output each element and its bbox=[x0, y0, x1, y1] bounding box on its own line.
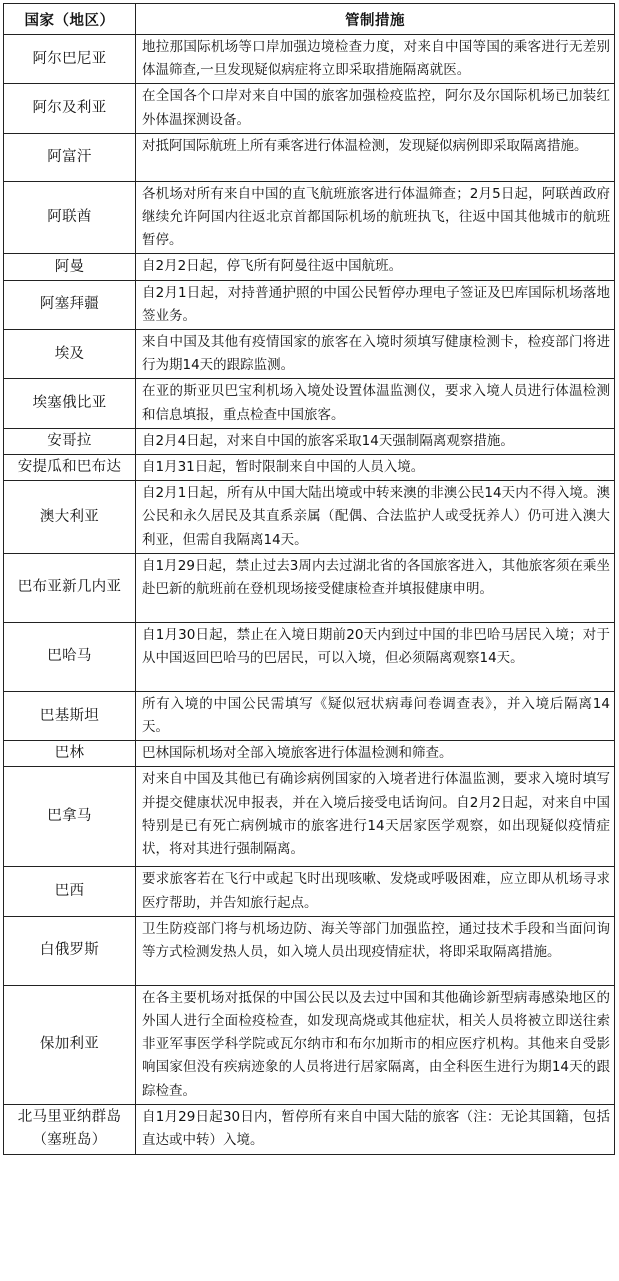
measure-cell: 自1月29日起30日内，暂停所有来自中国大陆的旅客（注：无论其国籍，包括直达或中转）入境。 bbox=[136, 1104, 615, 1154]
measure-cell: 在亚的斯亚贝巴宝利机场入境处设置体温监测仪，要求入境人员进行体温检测和信息填报，重点检查中国旅客。 bbox=[136, 379, 615, 428]
country-cell: 阿塞拜疆 bbox=[4, 280, 136, 329]
measure-cell: 对抵阿国际航班上所有乘客进行体温检测，发现疑似病例即采取隔离措施。 bbox=[136, 133, 615, 181]
table-row bbox=[4, 181, 615, 254]
measure-cell: 自1月29日起，禁止过去3周内去过湖北省的各国旅客进入，其他旅客须在乘坐赴巴新的航班前在登机现场接受健康检查并填报健康申明。 bbox=[136, 553, 615, 622]
measure-cell: 对来自中国及其他已有确诊病例国家的入境者进行体温监测，要求入境时填写并提交健康状况申报表，并在入境后接受电话询问。自2月2日起，对来自中国特别是已有死亡病例城市的旅客进行14天居家医学观察，如出现疑似疫情症状，将对其进行强制隔离。 bbox=[136, 767, 615, 867]
table-row bbox=[4, 867, 615, 916]
measure-cell: 各机场对所有来自中国的直飞航班旅客进行体温筛查；2月5日起，阿联酋政府继续允许阿国内往返北京首都国际机场的航班执飞，往返中国其他城市的航班暂停。 bbox=[136, 181, 615, 254]
table-row bbox=[4, 84, 615, 133]
country-cell: 阿尔巴尼亚 bbox=[4, 35, 136, 84]
measure-cell: 自1月30日起，禁止在入境日期前20天内到过中国的非巴哈马居民入境；对于从中国返回巴哈马的巴居民，可以入境，但必须隔离观察14天。 bbox=[136, 622, 615, 691]
country-cell: 安提瓜和巴布达 bbox=[4, 455, 136, 481]
country-cell: 北马里亚纳群岛（塞班岛） bbox=[4, 1104, 136, 1154]
table-row bbox=[4, 254, 615, 280]
table-row bbox=[4, 916, 615, 985]
table-row bbox=[4, 481, 615, 554]
table-row bbox=[4, 455, 615, 481]
table-row bbox=[4, 330, 615, 379]
table-row bbox=[4, 767, 615, 867]
measure-cell: 要求旅客若在飞行中或起飞时出现咳嗽、发烧或呼吸困难，应立即从机场寻求医疗帮助，并告知旅行起点。 bbox=[136, 867, 615, 916]
table-row bbox=[4, 379, 615, 428]
control-measures-table bbox=[3, 3, 615, 1155]
country-cell: 保加利亚 bbox=[4, 985, 136, 1104]
table-header-row bbox=[4, 4, 615, 35]
table-row bbox=[4, 622, 615, 691]
measure-cell: 自2月1日起，对持普通护照的中国公民暂停办理电子签证及巴库国际机场落地签业务。 bbox=[136, 280, 615, 329]
table-row bbox=[4, 35, 615, 84]
country-cell: 安哥拉 bbox=[4, 428, 136, 454]
measure-cell: 自2月1日起，所有从中国大陆出境或中转来澳的非澳公民14天内不得入境。澳公民和永久居民及其直系亲属（配偶、合法监护人或受抚养人）仍可进入澳大利亚，但需自我隔离14天。 bbox=[136, 481, 615, 554]
country-column-header: 国家（地区） bbox=[4, 4, 136, 35]
measure-cell: 巴林国际机场对全部入境旅客进行体温检测和筛查。 bbox=[136, 741, 615, 767]
country-cell: 阿尔及利亚 bbox=[4, 84, 136, 133]
table-row bbox=[4, 133, 615, 181]
measure-cell: 自2月2日起，停飞所有阿曼往返中国航班。 bbox=[136, 254, 615, 280]
table-row bbox=[4, 1104, 615, 1154]
country-cell: 阿富汗 bbox=[4, 133, 136, 181]
measure-cell: 自1月31日起，暂时限制来自中国的人员入境。 bbox=[136, 455, 615, 481]
measure-cell: 在全国各个口岸对来自中国的旅客加强检疫监控，阿尔及尔国际机场已加装红外体温探测设备。 bbox=[136, 84, 615, 133]
measure-cell: 来自中国及其他有疫情国家的旅客在入境时须填写健康检测卡，检疫部门将进行为期14天的跟踪监测。 bbox=[136, 330, 615, 379]
country-cell: 阿曼 bbox=[4, 254, 136, 280]
table-row bbox=[4, 985, 615, 1104]
measure-cell: 在各主要机场对抵保的中国公民以及去过中国和其他确诊新型病毒感染地区的外国人进行全面检疫检查，如发现高烧或其他症状，相关人员将被立即送往索非亚军事医学科学院或瓦尔纳市和布尔加斯市的相应医疗机构。其他来自受影响国家但没有疾病迹象的人员将进行居家隔离，由全科医生进行为期14天的跟踪检查。 bbox=[136, 985, 615, 1104]
table-row bbox=[4, 741, 615, 767]
country-cell: 巴林 bbox=[4, 741, 136, 767]
table-row bbox=[4, 280, 615, 329]
country-cell: 澳大利亚 bbox=[4, 481, 136, 554]
country-cell: 白俄罗斯 bbox=[4, 916, 136, 985]
measure-cell: 自2月4日起，对来自中国的旅客采取14天强制隔离观察措施。 bbox=[136, 428, 615, 454]
country-cell: 巴布亚新几内亚 bbox=[4, 553, 136, 622]
country-cell: 巴哈马 bbox=[4, 622, 136, 691]
country-cell: 巴基斯坦 bbox=[4, 691, 136, 740]
measure-cell: 地拉那国际机场等口岸加强边境检查力度，对来自中国等国的乘客进行无差别体温筛查,一旦发现疑似病症将立即采取措施隔离就医。 bbox=[136, 35, 615, 84]
country-cell: 阿联酋 bbox=[4, 181, 136, 254]
country-cell: 巴拿马 bbox=[4, 767, 136, 867]
table-row bbox=[4, 691, 615, 740]
measure-cell: 卫生防疫部门将与机场边防、海关等部门加强监控，通过技术手段和当面问询等方式检测发热人员，如入境人员出现疫情症状，将即采取隔离措施。 bbox=[136, 916, 615, 985]
table-body bbox=[4, 35, 615, 1155]
table-row bbox=[4, 553, 615, 622]
measure-cell: 所有入境的中国公民需填写《疑似冠状病毒问卷调查表》，并入境后隔离14天。 bbox=[136, 691, 615, 740]
measures-column-header: 管制措施 bbox=[136, 4, 615, 35]
table-row bbox=[4, 428, 615, 454]
country-cell: 埃及 bbox=[4, 330, 136, 379]
country-cell: 巴西 bbox=[4, 867, 136, 916]
country-cell: 埃塞俄比亚 bbox=[4, 379, 136, 428]
